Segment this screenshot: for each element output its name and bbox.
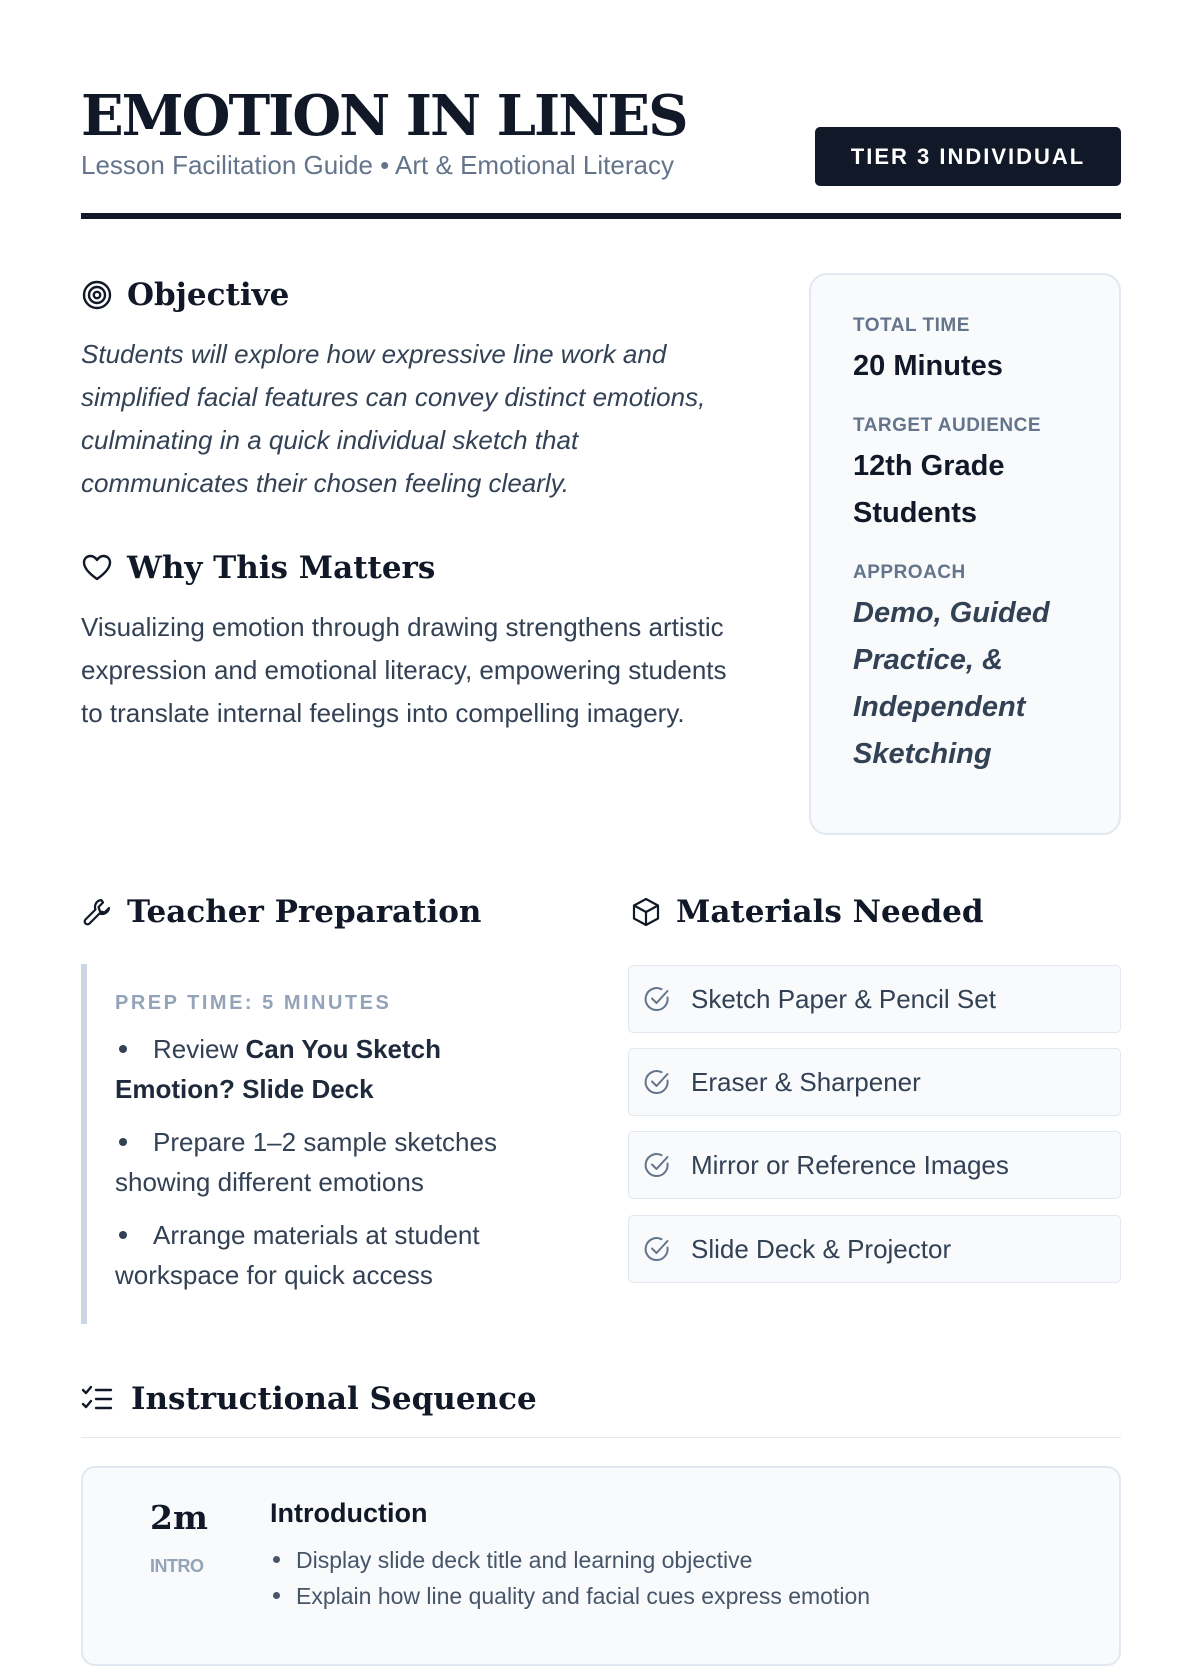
materials-heading xyxy=(630,894,984,930)
material-label: Slide Deck & Projector xyxy=(691,1233,952,1264)
material-label: Mirror or Reference Images xyxy=(691,1149,1009,1180)
list-item xyxy=(115,1122,541,1202)
preparation-list xyxy=(115,1029,541,1295)
list-item-text: Prepare 1–2 sample sketches showing different emotions xyxy=(115,1127,497,1197)
bullet-icon xyxy=(273,1592,280,1599)
list-item-text: Explain how line quality and facial cues express emotion xyxy=(296,1583,871,1609)
lesson-info-card xyxy=(809,273,1121,835)
wrench-icon xyxy=(81,896,113,928)
material-item xyxy=(628,965,1121,1033)
preparation-heading-label: Teacher Preparation xyxy=(127,894,482,930)
bullet-icon xyxy=(273,1556,280,1563)
step-title: Introduction xyxy=(270,1498,428,1528)
checklist-icon xyxy=(81,1383,113,1415)
list-item xyxy=(270,1578,870,1614)
why-text: Visualizing emotion through drawing strengthens artistic expression and emotional literacy, empowering students to translate internal feelings into compelling imagery. xyxy=(81,612,727,728)
total-time-value: 20 Minutes xyxy=(853,350,1003,382)
list-item-text: Review xyxy=(153,1034,246,1064)
why-heading-label: Why This Matters xyxy=(127,550,436,586)
material-label: Eraser & Sharpener xyxy=(691,1066,921,1097)
cube-icon xyxy=(630,896,662,928)
tier-badge: TIER 3 INDIVIDUAL xyxy=(815,127,1121,186)
target-icon xyxy=(81,279,113,311)
list-item xyxy=(270,1542,870,1578)
audience-value: 12th Grade Students xyxy=(853,450,1005,529)
material-label: Sketch Paper & Pencil Set xyxy=(691,983,996,1014)
preparation-block xyxy=(81,964,541,1324)
materials-heading-label: Materials Needed xyxy=(676,894,984,930)
material-item xyxy=(628,1131,1121,1199)
audience-label: TARGET AUDIENCE xyxy=(853,415,1041,436)
check-circle-icon xyxy=(643,1068,671,1096)
list-item-text: Arrange materials at student workspace for quick access xyxy=(115,1220,480,1290)
sequence-heading xyxy=(81,1381,537,1417)
page-title: EMOTION IN LINES xyxy=(81,83,687,149)
prep-time: PREP TIME: 5 MINUTES xyxy=(115,992,392,1014)
objective-heading-label: Objective xyxy=(127,277,290,313)
page-subtitle: Lesson Facilitation Guide • Art & Emotional Literacy xyxy=(81,150,674,180)
approach-value: Demo, Guided Practice, & Independent Sketching xyxy=(853,597,1050,770)
preparation-heading xyxy=(81,894,481,930)
approach-label: APPROACH xyxy=(853,562,966,583)
check-circle-icon xyxy=(643,1235,671,1263)
check-circle-icon xyxy=(643,985,671,1013)
heart-icon xyxy=(81,552,113,584)
material-item xyxy=(628,1215,1121,1283)
header-divider xyxy=(81,213,1121,219)
step-duration: 2m xyxy=(150,1498,208,1537)
sequence-divider xyxy=(81,1437,1121,1438)
sequence-step-card xyxy=(81,1466,1121,1666)
list-item xyxy=(115,1029,541,1109)
total-time-label: TOTAL TIME xyxy=(853,315,970,336)
objective-text: Students will explore how expressive line work and simplified facial features can convey distinct emotions, culminating in a quick individual sketch that communicates their chosen feeling clearly. xyxy=(81,339,706,498)
list-item-text: Display slide deck title and learning objective xyxy=(296,1547,753,1573)
bullet-icon xyxy=(119,1231,127,1239)
bullet-icon xyxy=(119,1138,127,1146)
check-circle-icon xyxy=(643,1151,671,1179)
material-item xyxy=(628,1048,1121,1116)
bullet-icon xyxy=(119,1045,127,1053)
why-heading xyxy=(81,550,435,586)
step-bullet-list xyxy=(270,1542,870,1614)
list-item xyxy=(115,1215,541,1295)
slide-deck-name: Can You Sketch Emotion? Slide Deck xyxy=(115,1034,442,1104)
objective-heading xyxy=(81,277,289,313)
sequence-heading-label: Instructional Sequence xyxy=(131,1381,537,1417)
step-phase: INTRO xyxy=(150,1556,204,1576)
